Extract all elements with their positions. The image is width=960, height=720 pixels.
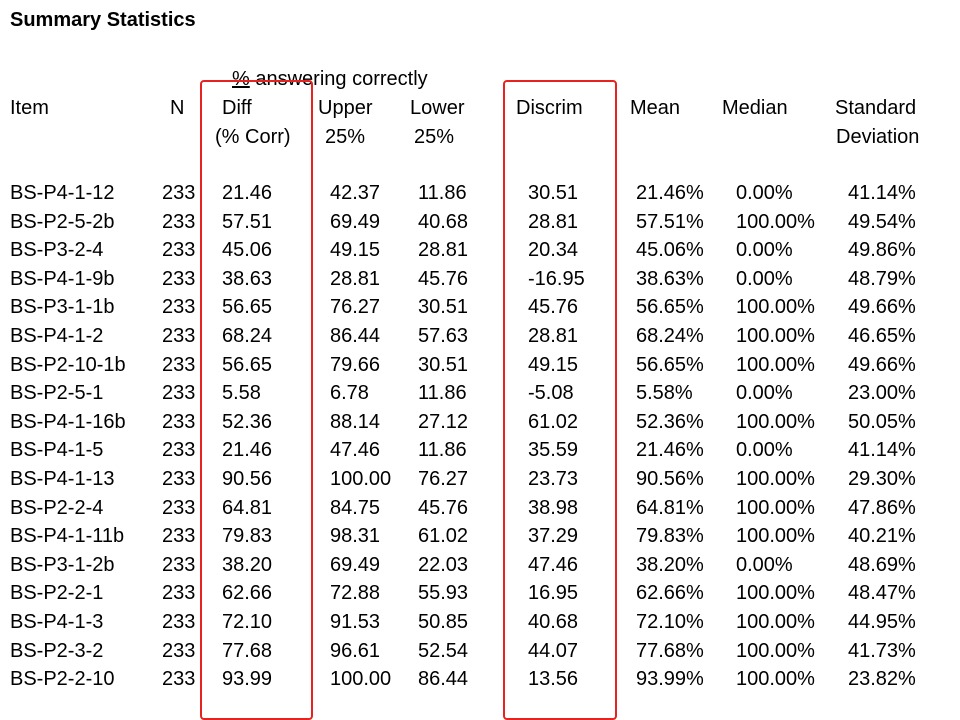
cell-diff: 93.99 (222, 668, 273, 691)
cell-item: BS-P2-5-2b (10, 210, 115, 233)
cell-upper: 76.27 (330, 296, 381, 319)
cell-upper: 98.31 (330, 525, 381, 548)
table-row (0, 267, 960, 291)
cell-std: 47.86% (848, 496, 916, 519)
table-row (0, 238, 960, 262)
cell-upper: 84.75 (330, 496, 381, 519)
cell-n: 233 (162, 182, 196, 204)
table-row (0, 181, 960, 205)
cell-n: 233 (162, 210, 196, 233)
cell-item: BS-P2-5-1 (10, 382, 104, 405)
cell-diff: 56.65 (222, 296, 273, 319)
cell-std: 49.66% (848, 353, 916, 376)
cell-mean: 56.65% (636, 353, 704, 376)
table-row (0, 295, 960, 319)
cell-mean: 45.06% (636, 239, 704, 262)
cell-diff: 77.68 (222, 639, 273, 662)
cell-discrim: 28.81 (528, 210, 579, 233)
subheader-percent: % (232, 68, 250, 90)
cell-lower: 11.86 (418, 382, 467, 405)
cell-std: 50.05% (848, 410, 916, 433)
highlight-box-diff (200, 80, 313, 720)
cell-diff: 56.65 (222, 353, 273, 376)
table-row (0, 438, 960, 462)
cell-n: 233 (162, 639, 196, 662)
cell-median: 0.00% (736, 239, 793, 262)
cell-std: 41.73% (848, 639, 916, 662)
cell-std: 41.14% (848, 439, 916, 462)
cell-n: 233 (162, 353, 196, 376)
cell-mean: 68.24% (636, 325, 704, 347)
header-mean: Mean (630, 97, 681, 119)
cell-std: 23.00% (848, 382, 916, 405)
cell-item: BS-P2-3-2 (10, 639, 104, 662)
table-row (0, 467, 960, 491)
table-row (0, 524, 960, 548)
cell-n: 233 (162, 439, 196, 462)
cell-lower: 45.76 (418, 496, 469, 519)
cell-upper: 47.46 (330, 439, 381, 462)
cell-upper: 100.00 (330, 468, 392, 490)
cell-mean: 21.46% (636, 182, 704, 204)
cell-item: BS-P3-1-2b (10, 553, 115, 576)
table-row (0, 496, 960, 520)
header-upper-sub: 25% (325, 126, 366, 148)
cell-diff: 21.46 (222, 439, 273, 462)
cell-n: 233 (162, 267, 196, 290)
cell-discrim: 45.76 (528, 296, 579, 319)
cell-n: 233 (162, 553, 196, 576)
cell-median: 100.00% (736, 210, 815, 233)
cell-item: BS-P2-2-1 (10, 582, 104, 605)
cell-diff: 79.83 (222, 525, 273, 548)
cell-lower: 30.51 (418, 296, 469, 319)
cell-n: 233 (162, 611, 196, 633)
table-row (0, 610, 960, 634)
cell-n: 233 (162, 410, 196, 433)
cell-discrim: 47.46 (528, 553, 579, 576)
header-std: Standard (835, 97, 917, 119)
cell-upper: 6.78 (330, 382, 369, 405)
cell-mean: 72.10% (636, 611, 704, 633)
cell-mean: 5.58% (636, 382, 693, 405)
cell-mean: 90.56% (636, 468, 704, 490)
page-title: Summary Statistics (10, 9, 196, 31)
cell-std: 49.54% (848, 210, 916, 233)
cell-mean: 21.46% (636, 439, 704, 462)
cell-median: 0.00% (736, 267, 793, 290)
cell-discrim: 49.15 (528, 353, 579, 376)
cell-std: 48.79% (848, 267, 916, 290)
table-row (0, 353, 960, 377)
cell-mean: 38.63% (636, 267, 704, 290)
cell-upper: 72.88 (330, 582, 381, 605)
subheader-text: answering correctly (249, 68, 428, 90)
table-row (0, 324, 960, 348)
header-item: Item (10, 97, 49, 119)
cell-upper: 100.00 (330, 668, 392, 691)
header-discrim: Discrim (516, 97, 583, 119)
cell-mean: 38.20% (636, 553, 704, 576)
cell-std: 41.14% (848, 182, 916, 204)
cell-discrim: 40.68 (528, 611, 579, 633)
table-row (0, 410, 960, 434)
cell-std: 48.47% (848, 582, 916, 605)
cell-discrim: -16.95 (528, 267, 585, 290)
cell-std: 44.95% (848, 611, 916, 633)
cell-lower: 28.81 (418, 239, 469, 262)
table-row (0, 639, 960, 663)
cell-mean: 52.36% (636, 410, 704, 433)
cell-item: BS-P4-1-16b (10, 410, 126, 433)
cell-lower: 86.44 (418, 668, 469, 691)
cell-upper: 49.15 (330, 239, 381, 262)
cell-diff: 38.20 (222, 553, 273, 576)
cell-n: 233 (162, 239, 196, 262)
cell-lower: 61.02 (418, 525, 469, 548)
table-row (0, 667, 960, 691)
cell-diff: 62.66 (222, 582, 273, 605)
table-row (0, 553, 960, 577)
cell-discrim: 38.98 (528, 496, 579, 519)
cell-item: BS-P4-1-13 (10, 468, 115, 490)
cell-mean: 62.66% (636, 582, 704, 605)
cell-median: 0.00% (736, 182, 793, 204)
highlight-box-discrim (503, 80, 617, 720)
header-diff-sub: (% Corr) (215, 126, 291, 148)
cell-median: 0.00% (736, 439, 793, 462)
header-n: N (170, 97, 185, 119)
cell-n: 233 (162, 325, 196, 347)
cell-upper: 88.14 (330, 410, 381, 433)
cell-discrim: -5.08 (528, 382, 574, 405)
cell-diff: 38.63 (222, 267, 273, 290)
cell-median: 100.00% (736, 496, 815, 519)
cell-item: BS-P4-1-5 (10, 439, 104, 462)
cell-std: 40.21% (848, 525, 916, 548)
table-row (0, 381, 960, 405)
cell-discrim: 28.81 (528, 325, 579, 347)
cell-lower: 30.51 (418, 353, 469, 376)
cell-median: 100.00% (736, 468, 815, 490)
cell-discrim: 37.29 (528, 525, 579, 548)
cell-lower: 50.85 (418, 611, 469, 633)
header-median: Median (722, 97, 788, 119)
cell-upper: 69.49 (330, 553, 381, 576)
cell-lower: 57.63 (418, 325, 469, 347)
cell-n: 233 (162, 468, 196, 490)
cell-median: 100.00% (736, 410, 815, 433)
cell-upper: 79.66 (330, 353, 381, 376)
cell-discrim: 13.56 (528, 668, 579, 691)
cell-item: BS-P4-1-3 (10, 611, 104, 633)
cell-n: 233 (162, 525, 196, 548)
cell-upper: 28.81 (330, 267, 381, 290)
cell-discrim: 16.95 (528, 582, 579, 605)
cell-upper: 86.44 (330, 325, 381, 347)
cell-median: 100.00% (736, 353, 815, 376)
cell-lower: 11.86 (418, 182, 467, 204)
table-row (0, 581, 960, 605)
cell-diff: 5.58 (222, 382, 261, 405)
cell-median: 100.00% (736, 296, 815, 319)
header-lower-sub: 25% (414, 126, 455, 148)
cell-lower: 76.27 (418, 468, 469, 490)
cell-median: 100.00% (736, 582, 815, 605)
cell-mean: 64.81% (636, 496, 704, 519)
header-lower: Lower (410, 97, 465, 119)
cell-upper: 91.53 (330, 611, 381, 633)
cell-median: 100.00% (736, 325, 815, 347)
cell-item: BS-P3-1-1b (10, 296, 115, 319)
cell-item: BS-P4-1-2 (10, 325, 104, 347)
cell-n: 233 (162, 582, 196, 605)
cell-discrim: 30.51 (528, 182, 579, 204)
cell-upper: 42.37 (330, 182, 381, 204)
cell-n: 233 (162, 668, 196, 691)
cell-lower: 22.03 (418, 553, 469, 576)
cell-upper: 69.49 (330, 210, 381, 233)
cell-item: BS-P2-10-1b (10, 353, 126, 376)
table-row (0, 210, 960, 234)
cell-upper: 96.61 (330, 639, 381, 662)
cell-item: BS-P3-2-4 (10, 239, 104, 262)
cell-diff: 68.24 (222, 325, 273, 347)
cell-mean: 77.68% (636, 639, 704, 662)
cell-mean: 56.65% (636, 296, 704, 319)
cell-item: BS-P4-1-12 (10, 182, 115, 204)
cell-n: 233 (162, 296, 196, 319)
cell-item: BS-P2-2-10 (10, 668, 115, 691)
cell-lower: 52.54 (418, 639, 469, 662)
cell-std: 48.69% (848, 553, 916, 576)
header-std-sub: Deviation (836, 126, 920, 148)
cell-n: 233 (162, 382, 196, 405)
cell-std: 29.30% (848, 468, 916, 490)
cell-mean: 93.99% (636, 668, 704, 691)
cell-discrim: 35.59 (528, 439, 579, 462)
cell-diff: 90.56 (222, 468, 273, 490)
cell-std: 49.66% (848, 296, 916, 319)
cell-std: 23.82% (848, 668, 916, 691)
cell-discrim: 20.34 (528, 239, 579, 262)
cell-lower: 11.86 (418, 439, 467, 462)
cell-diff: 52.36 (222, 410, 273, 433)
cell-lower: 55.93 (418, 582, 469, 605)
cell-item: BS-P4-1-11b (10, 525, 125, 548)
cell-item: BS-P2-2-4 (10, 496, 104, 519)
cell-median: 100.00% (736, 611, 815, 633)
cell-lower: 27.12 (418, 410, 469, 433)
cell-lower: 40.68 (418, 210, 469, 233)
cell-diff: 21.46 (222, 182, 273, 204)
cell-item: BS-P4-1-9b (10, 267, 115, 290)
cell-discrim: 23.73 (528, 468, 579, 490)
cell-mean: 57.51% (636, 210, 704, 233)
cell-diff: 45.06 (222, 239, 273, 262)
cell-diff: 72.10 (222, 611, 273, 633)
cell-median: 0.00% (736, 382, 793, 405)
cell-median: 100.00% (736, 639, 815, 662)
cell-diff: 64.81 (222, 496, 273, 519)
cell-median: 100.00% (736, 668, 815, 691)
cell-n: 233 (162, 496, 196, 519)
header-upper: Upper (318, 97, 373, 119)
cell-lower: 45.76 (418, 267, 469, 290)
cell-std: 46.65% (848, 325, 916, 347)
cell-diff: 57.51 (222, 210, 273, 233)
cell-median: 0.00% (736, 553, 793, 576)
cell-discrim: 44.07 (528, 639, 579, 662)
cell-std: 49.86% (848, 239, 916, 262)
header-diff: Diff (222, 97, 252, 119)
cell-median: 100.00% (736, 525, 815, 548)
cell-mean: 79.83% (636, 525, 704, 548)
cell-discrim: 61.02 (528, 410, 579, 433)
